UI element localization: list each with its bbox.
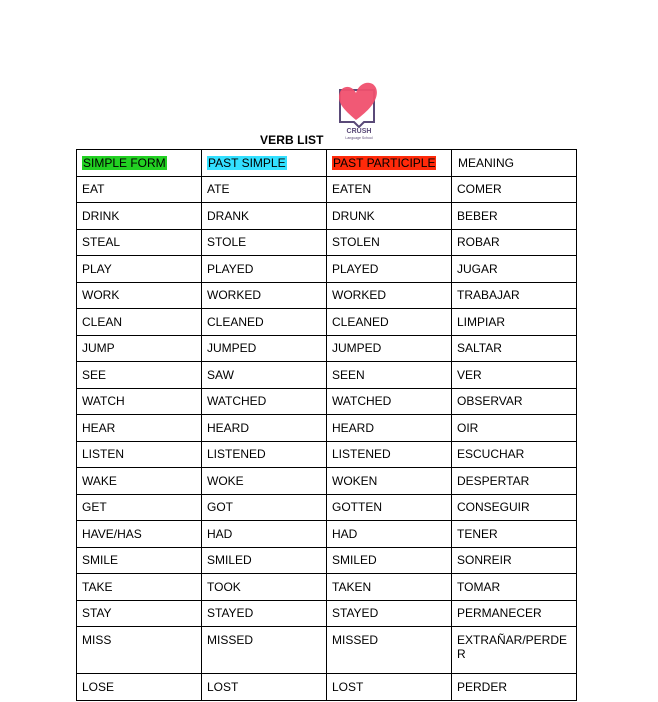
table-cell: STAYED (327, 600, 452, 627)
table-cell: SEEN (327, 362, 452, 389)
table-cell: TENER (452, 521, 577, 548)
table-cell: TRABAJAR (452, 282, 577, 309)
table-row (77, 441, 577, 468)
table-cell: EXTRAÑAR/PERDER (452, 627, 577, 674)
table-row (77, 674, 577, 701)
table-row (77, 282, 577, 309)
table-cell: WAKE (77, 468, 202, 495)
table-cell: MISSED (202, 627, 327, 674)
table-cell: WATCH (77, 388, 202, 415)
table-cell: STOLE (202, 229, 327, 256)
table-cell: HAD (202, 521, 327, 548)
table-cell: DESPERTAR (452, 468, 577, 495)
table-cell: TOMAR (452, 574, 577, 601)
table-cell: LIMPIAR (452, 309, 577, 336)
table-cell: JUGAR (452, 256, 577, 283)
table-row (77, 494, 577, 521)
table-cell: SONREIR (452, 547, 577, 574)
table-row (77, 415, 577, 442)
table-cell: LOST (327, 674, 452, 701)
table-cell: PERMANECER (452, 600, 577, 627)
table-cell: STEAL (77, 229, 202, 256)
table-cell: STAYED (202, 600, 327, 627)
table-cell: DRINK (77, 203, 202, 230)
table-cell: LOSE (77, 674, 202, 701)
svg-text:CRUSH: CRUSH (346, 128, 372, 135)
table-cell: WOKE (202, 468, 327, 495)
table-cell: STOLEN (327, 229, 452, 256)
table-row (77, 574, 577, 601)
table-cell: CLEAN (77, 309, 202, 336)
table-cell: OBSERVAR (452, 388, 577, 415)
table-cell: HAD (327, 521, 452, 548)
table-cell: OIR (452, 415, 577, 442)
table-row (77, 600, 577, 627)
table-cell: LISTENED (202, 441, 327, 468)
table-cell: DRANK (202, 203, 327, 230)
table-cell: SEE (77, 362, 202, 389)
table-cell: MISS (77, 627, 202, 674)
header-cell (452, 150, 577, 177)
table-cell: CLEANED (202, 309, 327, 336)
crush-logo (334, 80, 384, 140)
svg-text:Language School: Language School (345, 136, 373, 140)
heart-speech-bubble-icon (334, 80, 384, 140)
header-label: SIMPLE FORM (83, 155, 166, 170)
table-row (77, 547, 577, 574)
table-cell: JUMP (77, 335, 202, 362)
header-label: MEANING (458, 155, 515, 170)
table-cell: PLAY (77, 256, 202, 283)
header-label: PAST SIMPLE (208, 155, 286, 170)
table-cell: LISTEN (77, 441, 202, 468)
table-cell: WATCHED (327, 388, 452, 415)
table-row (77, 362, 577, 389)
table-cell: SALTAR (452, 335, 577, 362)
table-cell: SMILE (77, 547, 202, 574)
table-cell: ROBAR (452, 229, 577, 256)
table-cell: CONSEGUIR (452, 494, 577, 521)
table-cell: PLAYED (202, 256, 327, 283)
table-cell: SAW (202, 362, 327, 389)
table-cell: HAVE/HAS (77, 521, 202, 548)
table-cell: GOTTEN (327, 494, 452, 521)
table-row (77, 521, 577, 548)
table-cell: HEARD (327, 415, 452, 442)
header-cell (202, 150, 327, 177)
table-cell: JUMPED (202, 335, 327, 362)
header-cell (77, 150, 202, 177)
table-cell: MISSED (327, 627, 452, 674)
table-cell: PLAYED (327, 256, 452, 283)
table-cell: ATE (202, 176, 327, 203)
table-cell: SMILED (202, 547, 327, 574)
table-cell: GET (77, 494, 202, 521)
table-row (77, 176, 577, 203)
table-cell: SMILED (327, 547, 452, 574)
table-cell: EAT (77, 176, 202, 203)
table-cell: DRUNK (327, 203, 452, 230)
table-cell: HEARD (202, 415, 327, 442)
table-cell: HEAR (77, 415, 202, 442)
table-cell: WORK (77, 282, 202, 309)
table-cell: CLEANED (327, 309, 452, 336)
header-cell (327, 150, 452, 177)
table-cell: VER (452, 362, 577, 389)
table-cell: LOST (202, 674, 327, 701)
table-row (77, 203, 577, 230)
table-cell: TAKE (77, 574, 202, 601)
table-cell: ESCUCHAR (452, 441, 577, 468)
table-cell: WOKEN (327, 468, 452, 495)
table-row (77, 335, 577, 362)
table-cell: PERDER (452, 674, 577, 701)
table-row (77, 468, 577, 495)
table-row (77, 388, 577, 415)
table-cell: WORKED (327, 282, 452, 309)
table-cell: WATCHED (202, 388, 327, 415)
table-cell: WORKED (202, 282, 327, 309)
table-cell: EATEN (327, 176, 452, 203)
table-cell: COMER (452, 176, 577, 203)
table-row (77, 256, 577, 283)
header-row (77, 150, 577, 177)
table-cell: JUMPED (327, 335, 452, 362)
page-title: VERB LIST (260, 133, 324, 147)
table-cell: BEBER (452, 203, 577, 230)
table-cell: LISTENED (327, 441, 452, 468)
verb-table (76, 149, 577, 701)
table-cell: TOOK (202, 574, 327, 601)
table-row (77, 627, 577, 674)
table-row (77, 229, 577, 256)
table-cell: GOT (202, 494, 327, 521)
table-cell: TAKEN (327, 574, 452, 601)
header-label: PAST PARTICIPLE (333, 155, 436, 170)
table-cell: STAY (77, 600, 202, 627)
table-row (77, 309, 577, 336)
